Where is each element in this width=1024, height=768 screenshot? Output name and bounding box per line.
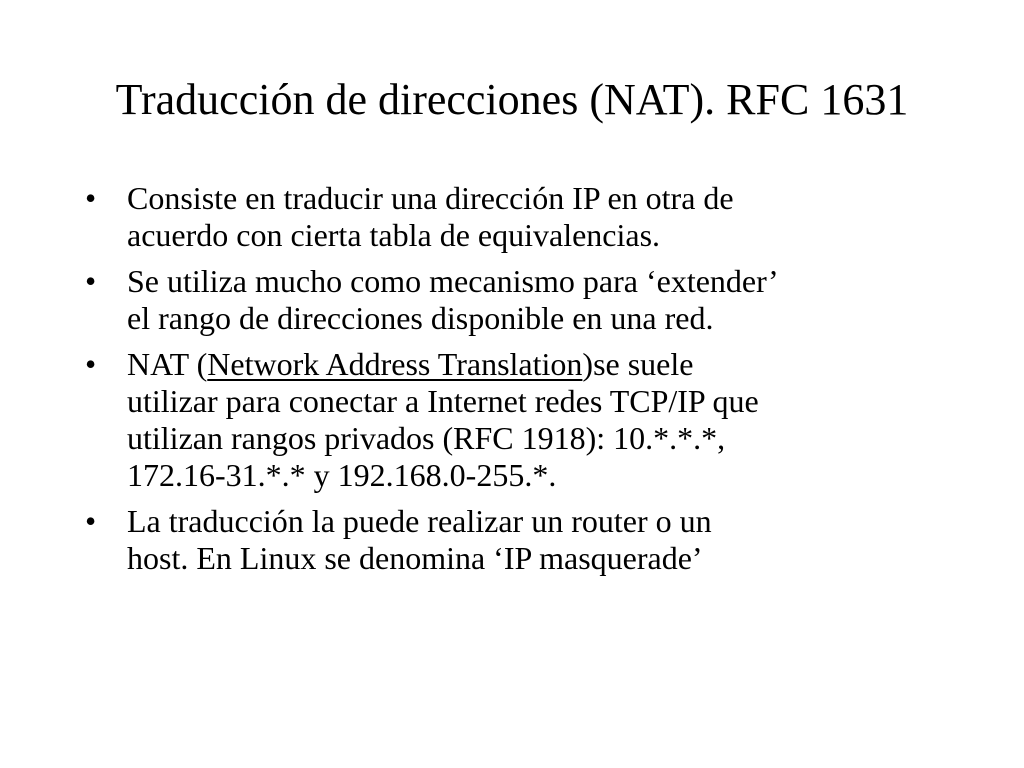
bullet-item — [85, 503, 965, 577]
bullet-text-line: el rango de direcciones disponible en una red. — [127, 300, 714, 336]
bullet-item — [85, 180, 965, 254]
bullet-list — [85, 180, 965, 586]
nat-prefix-text: NAT ( — [127, 346, 208, 382]
bullet-text-line: 172.16-31.*.* y 192.168.0-255.*. — [127, 457, 557, 493]
bullet-item — [85, 263, 965, 337]
bullet-marker: • — [85, 180, 97, 216]
bullet-text-line: utilizar para conectar a Internet redes TCP/IP que — [127, 383, 759, 419]
bullet-marker: • — [85, 346, 97, 382]
bullet-item — [85, 346, 965, 494]
bullet-text-line: La traducción la puede realizar un router o un — [127, 503, 712, 539]
bullet-text-line — [127, 346, 965, 383]
bullet-text-line: host. En Linux se denomina ‘IP masquerade’ — [127, 540, 703, 576]
nat-suffix-text: )se suele — [582, 346, 694, 382]
bullet-text-line: Consiste en traducir una dirección IP en otra de — [127, 180, 734, 216]
bullet-marker: • — [85, 263, 97, 299]
slide-title: Traducción de direcciones (NAT). RFC 1631 — [115, 75, 909, 124]
bullet-text-line: utilizan rangos privados (RFC 1918): 10.*.*.*, — [127, 420, 726, 456]
network-address-translation-term: Network Address Translation — [207, 346, 583, 382]
bullet-text-line: acuerdo con cierta tabla de equivalencias. — [127, 217, 661, 253]
bullet-text-line: Se utiliza mucho como mecanismo para ‘extender’ — [127, 263, 779, 299]
bullet-marker: • — [85, 503, 97, 539]
